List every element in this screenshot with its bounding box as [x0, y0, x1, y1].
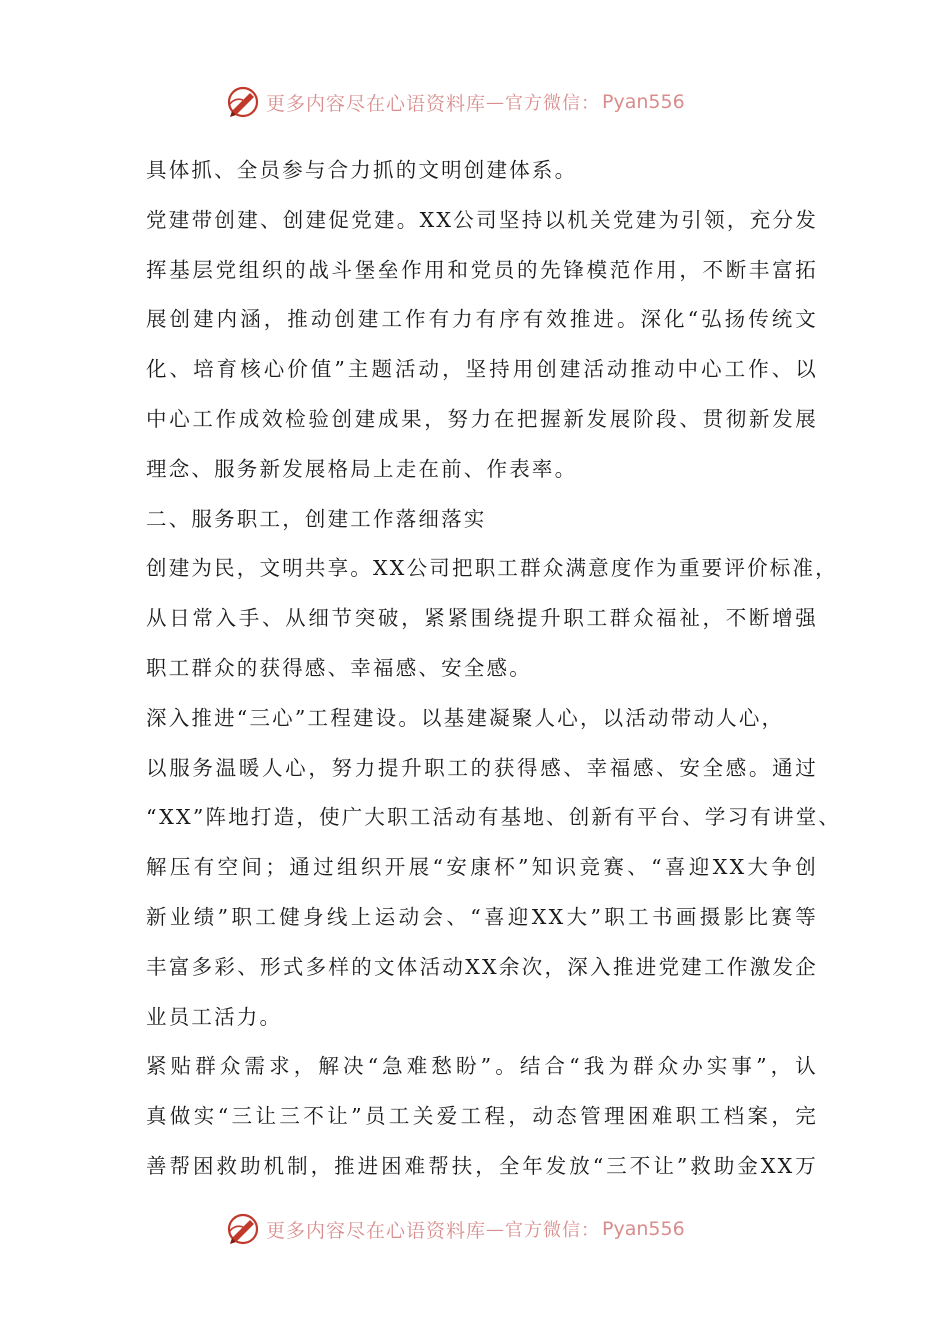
body-line: 紧贴群众需求，解决“急难愁盼”。结合“我为群众办实事”，认: [146, 1054, 818, 1079]
body-line: 从日常入手、从细节突破，紧紧围绕提升职工群众福祉，不断增强: [146, 606, 818, 631]
footer-watermark-banner: [226, 1209, 746, 1249]
body-line: 真做实“三让三不让”员工关爱工程，动态管理困难职工档案，完: [146, 1104, 818, 1129]
section-heading: 二、服务职工，创建工作落细落实: [146, 506, 487, 531]
banner-wechat-id: Pyan556: [602, 1218, 685, 1240]
pen-logo-icon: [226, 1212, 260, 1246]
body-line: 新业绩”职工健身线上运动会、“喜迎XX大”职工书画摄影比赛等: [146, 904, 818, 929]
body-line: 深入推进“三心”工程建设。以基建凝聚人心，以活动带动人心，: [146, 705, 785, 730]
body-line: 职工群众的获得感、幸福感、安全感。: [146, 655, 532, 680]
body-line: 党建带创建、创建促党建。XX公司坚持以机关党建为引领，充分发: [146, 207, 818, 232]
banner-dash: —: [486, 1218, 506, 1240]
header-watermark-banner: [226, 82, 746, 122]
body-line: “XX”阵地打造，使广大职工活动有基地、创新有平台、学习有讲堂、: [146, 805, 842, 830]
pen-logo-icon: [226, 85, 260, 119]
banner-site-text: 更多内容尽在心语资料库: [266, 92, 487, 115]
body-line: 以服务温暖人心，努力提升职工的获得感、幸福感、安全感。通过: [146, 755, 818, 780]
body-line: 挥基层党组织的战斗堡垒作用和党员的先锋模范作用，不断丰富拓: [146, 257, 818, 282]
body-line: 展创建内涵，推动创建工作有力有序有效推进。深化“弘扬传统文: [146, 307, 818, 332]
body-line: 理念、服务新发展格局上走在前、作表率。: [146, 456, 578, 481]
body-line: 善帮困救助机制，推进困难帮扶，全年发放“三不让”救助金XX万: [146, 1153, 818, 1178]
body-line: 中心工作成效检验创建成果，努力在把握新发展阶段、贯彻新发展: [146, 406, 818, 431]
body-line: 创建为民，文明共享。XX公司把职工群众满意度作为重要评价标准，: [146, 556, 838, 581]
banner-contact-label: 官方微信：: [505, 93, 601, 114]
body-line: 丰富多彩、形式多样的文体活动XX余次，深入推进党建工作激发企: [146, 954, 818, 979]
banner-site-text: 更多内容尽在心语资料库: [266, 1219, 487, 1242]
banner-dash: —: [486, 91, 506, 113]
body-line: 业员工活力。: [146, 1004, 283, 1029]
banner-wechat-id: Pyan556: [602, 91, 685, 113]
body-line: 化、培育核心价值”主题活动，坚持用创建活动推动中心工作、以: [146, 357, 818, 382]
body-line: 具体抓、全员参与合力抓的文明创建体系。: [146, 158, 578, 182]
banner-contact-label: 官方微信：: [505, 1220, 601, 1241]
body-line: 解压有空间；通过组织开展“安康杯”知识竞赛、“喜迎XX大争创: [146, 855, 818, 880]
document-body: [146, 146, 842, 1192]
